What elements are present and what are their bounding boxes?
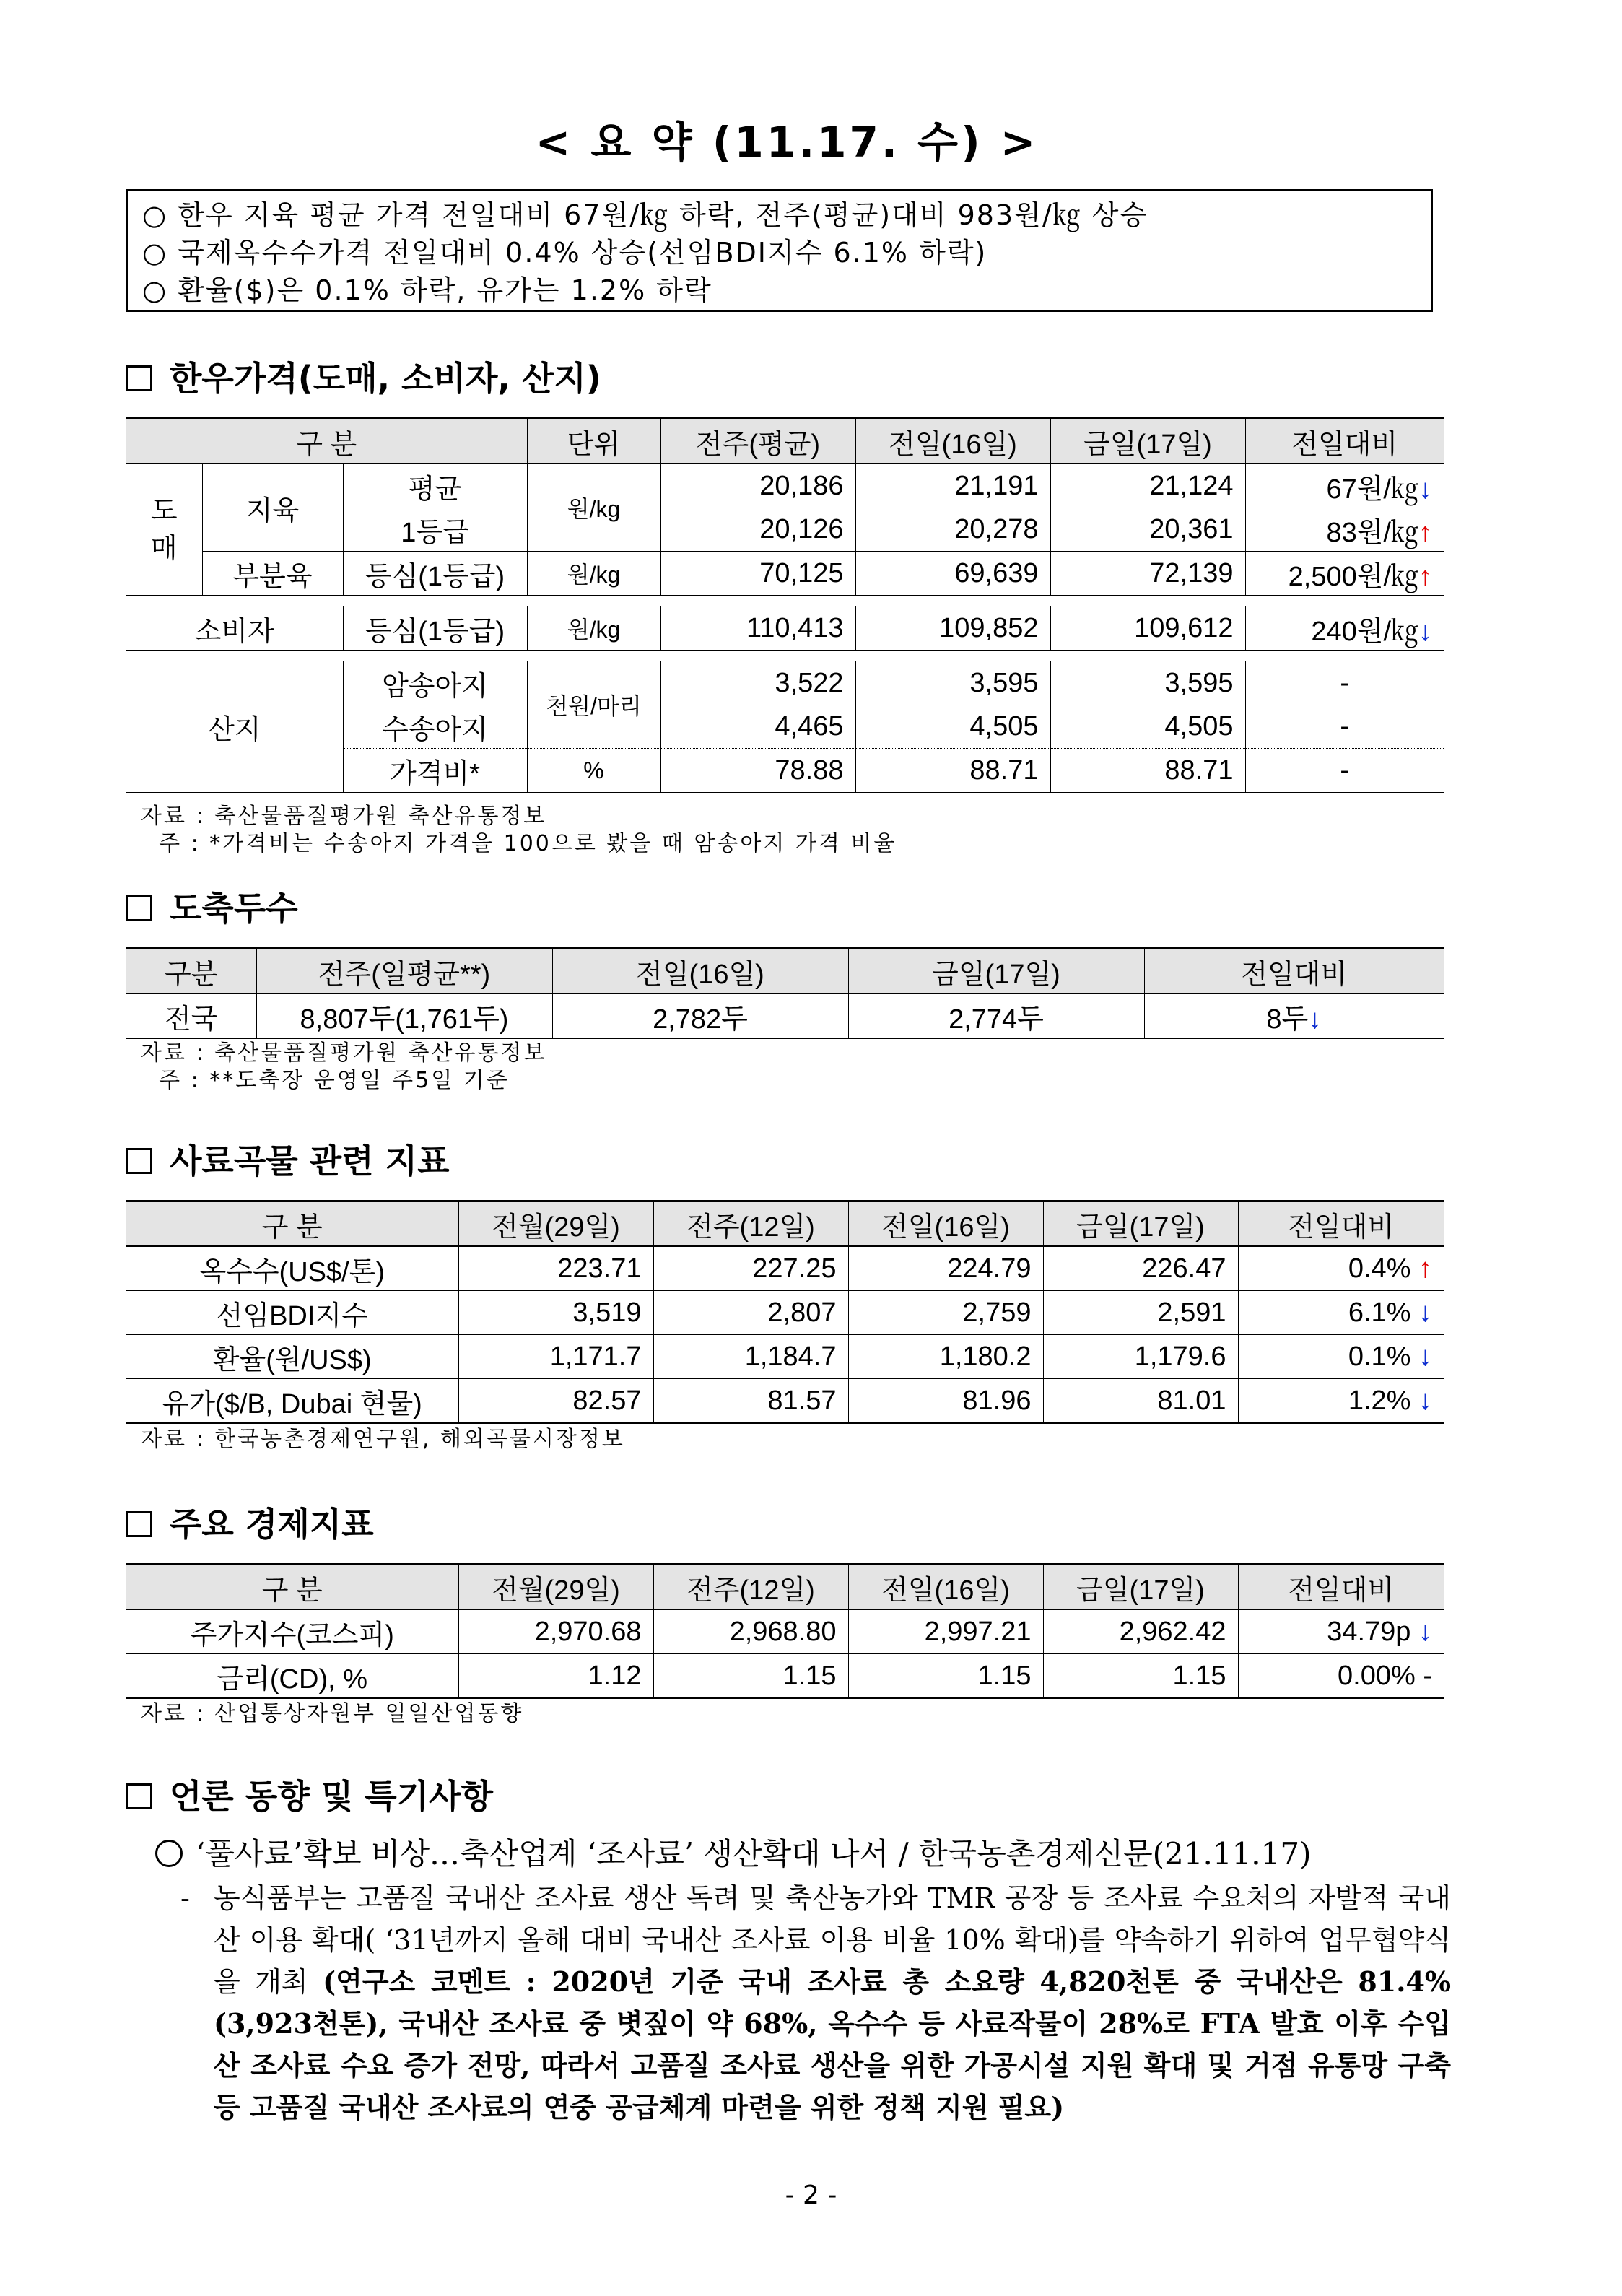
col-header: 전일(16일) bbox=[855, 419, 1050, 464]
value-cell: 69,639 bbox=[855, 552, 1050, 596]
section-heading-econ: 주요 경제지표 bbox=[126, 1498, 374, 1546]
value-cell: 8,807두(1,761두) bbox=[256, 993, 552, 1038]
col-header: 금일(17일) bbox=[1050, 419, 1245, 464]
value-cell: 227.25 bbox=[653, 1246, 848, 1291]
value-cell: 72,139 bbox=[1050, 552, 1245, 596]
summary-box bbox=[126, 189, 1433, 312]
value-cell: 70,125 bbox=[660, 552, 855, 596]
value-cell: 224.79 bbox=[848, 1246, 1043, 1291]
row-label: 금리(CD), % bbox=[126, 1654, 458, 1699]
value-cell: 3,595 bbox=[1050, 661, 1245, 705]
checkbox-icon bbox=[126, 1511, 152, 1537]
unit-cell: 원/kg bbox=[527, 552, 660, 596]
value-cell: 1,184.7 bbox=[653, 1335, 848, 1379]
checkbox-icon bbox=[126, 1148, 152, 1174]
col-header: 전월(29일) bbox=[458, 1565, 653, 1610]
value-cell: 20,186 bbox=[660, 464, 855, 508]
summary-line: ○ 환율($)은 0.1% 하락, 유가는 1.2% 하락 bbox=[142, 274, 712, 306]
diff-cell: 1.2% ↓ bbox=[1238, 1379, 1444, 1424]
value-cell: 88.71 bbox=[1050, 749, 1245, 793]
dash-icon: - bbox=[1423, 1660, 1432, 1691]
row-label: 옥수수(US$/톤) bbox=[126, 1246, 458, 1291]
col-header: 전주(평균) bbox=[660, 419, 855, 464]
value-cell: 2,759 bbox=[848, 1291, 1043, 1335]
col-header: 전월(29일) bbox=[458, 1201, 653, 1247]
value-cell: 4,505 bbox=[855, 705, 1050, 749]
row-label: 1등급 bbox=[343, 508, 527, 552]
col-header: 금일(17일) bbox=[1043, 1565, 1238, 1610]
value-cell: 82.57 bbox=[458, 1379, 653, 1424]
value-cell: 2,962.42 bbox=[1043, 1609, 1238, 1654]
row-group-sanji: 산지 bbox=[126, 661, 343, 793]
diff-cell: - bbox=[1245, 705, 1444, 749]
value-cell: 3,519 bbox=[458, 1291, 653, 1335]
value-cell: 78.88 bbox=[660, 749, 855, 793]
diff-cell: 83원/㎏↑ bbox=[1245, 508, 1444, 552]
row-label-jiyuk: 지육 bbox=[202, 464, 343, 552]
value-cell: 20,361 bbox=[1050, 508, 1245, 552]
dash-bullet: - bbox=[180, 1882, 190, 1914]
section-heading-feed: 사료곡물 관련 지표 bbox=[126, 1135, 450, 1183]
col-header: 전일(16일) bbox=[848, 1201, 1043, 1247]
circle-bullet-icon bbox=[155, 1840, 183, 1867]
row-label: 암송아지 bbox=[343, 661, 527, 705]
arrow-up-icon: ↑ bbox=[1418, 1253, 1432, 1284]
page-title: < 요 약 (11.17. 수) > bbox=[535, 118, 1039, 167]
row-label: 유가($/B, Dubai 현물) bbox=[126, 1379, 458, 1424]
unit-cell: % bbox=[527, 749, 660, 793]
value-cell: 2,591 bbox=[1043, 1291, 1238, 1335]
diff-cell: 0.00% - bbox=[1238, 1654, 1444, 1699]
row-label: 선임BDI지수 bbox=[126, 1291, 458, 1335]
slaughter-table bbox=[126, 947, 1444, 1039]
news-body bbox=[180, 1877, 1451, 2128]
value-cell: 3,522 bbox=[660, 661, 855, 705]
col-header: 전일대비 bbox=[1238, 1565, 1444, 1610]
arrow-down-icon: ↓ bbox=[1418, 616, 1432, 647]
summary-line: ○ 한우 지육 평균 가격 전일대비 67원/㎏ 하락, 전주(평균)대비 983원/㎏ 상승 bbox=[142, 199, 1148, 231]
value-cell: 4,465 bbox=[660, 705, 855, 749]
value-cell: 1,180.2 bbox=[848, 1335, 1043, 1379]
hanwoo-price-table bbox=[126, 417, 1444, 793]
row-label: 부분육 bbox=[202, 552, 343, 596]
value-cell: 110,413 bbox=[660, 606, 855, 651]
col-header: 구 분 bbox=[126, 1201, 458, 1247]
diff-cell: 0.4% ↑ bbox=[1238, 1246, 1444, 1291]
col-header: 금일(17일) bbox=[848, 949, 1144, 994]
arrow-down-icon: ↓ bbox=[1418, 474, 1432, 505]
value-cell: 4,505 bbox=[1050, 705, 1245, 749]
col-header: 전일대비 bbox=[1245, 419, 1444, 464]
diff-cell: - bbox=[1245, 749, 1444, 793]
checkbox-icon bbox=[126, 365, 152, 391]
value-cell: 21,124 bbox=[1050, 464, 1245, 508]
arrow-up-icon: ↑ bbox=[1418, 517, 1432, 548]
col-header: 구분 bbox=[126, 949, 256, 994]
unit-cell: 원/kg bbox=[527, 464, 660, 552]
value-cell: 2,968.80 bbox=[653, 1609, 848, 1654]
diff-cell: 2,500원/㎏↑ bbox=[1245, 552, 1444, 596]
value-cell: 1.12 bbox=[458, 1654, 653, 1699]
diff-cell: - bbox=[1245, 661, 1444, 705]
diff-cell: 8두↓ bbox=[1144, 993, 1444, 1038]
value-cell: 109,612 bbox=[1050, 606, 1245, 651]
col-header: 단위 bbox=[527, 419, 660, 464]
section-heading-hanwoo: 한우가격(도매, 소비자, 산지) bbox=[126, 352, 601, 400]
source-note: 자료 : 산업통상자원부 일일산업동향 bbox=[141, 1701, 524, 1726]
news-headline: ‘풀사료’확보 비상…축산업계 ‘조사료’ 생산확대 나서 / 한국농촌경제신문(21.11.17) bbox=[155, 1830, 1311, 1874]
value-cell: 1,179.6 bbox=[1043, 1335, 1238, 1379]
col-header: 전일대비 bbox=[1238, 1201, 1444, 1247]
diff-cell: 67원/㎏↓ bbox=[1245, 464, 1444, 508]
col-header: 전주(12일) bbox=[653, 1201, 848, 1247]
section-heading-slaughter: 도축두수 bbox=[126, 882, 298, 930]
col-header: 금일(17일) bbox=[1043, 1201, 1238, 1247]
checkbox-icon bbox=[126, 895, 152, 921]
value-cell: 2,782두 bbox=[552, 993, 848, 1038]
row-label: 환율(원/US$) bbox=[126, 1335, 458, 1379]
row-label: 평균 bbox=[343, 464, 527, 508]
arrow-down-icon: ↓ bbox=[1418, 1297, 1432, 1328]
news-text: 농식품부는 고품질 국내산 조사료 생산 독려 및 축산농가와 TMR 공장 등 조사료 수요처의 자발적 국내산 이용 확대( ‘31년까지 올해 대비 국내산 조사료 이용 비율 10% 확대)를 약속하기 위하여 업무협약식을 개최 bbox=[214, 1882, 1451, 1998]
unit-cell: 천원/마리 bbox=[527, 661, 660, 749]
checkbox-icon bbox=[126, 1783, 152, 1809]
unit-cell: 원/kg bbox=[527, 606, 660, 651]
source-note: 자료 : 축산물품질평가원 축산유통정보 주 : **도축장 운영일 주5일 기준 bbox=[141, 1040, 547, 1093]
col-header: 전주(12일) bbox=[653, 1565, 848, 1610]
diff-cell: 34.79p ↓ bbox=[1238, 1609, 1444, 1654]
value-cell: 20,126 bbox=[660, 508, 855, 552]
value-cell: 226.47 bbox=[1043, 1246, 1238, 1291]
arrow-up-icon: ↑ bbox=[1418, 561, 1432, 592]
arrow-down-icon: ↓ bbox=[1418, 1341, 1432, 1372]
row-label: 가격비* bbox=[343, 749, 527, 793]
value-cell: 81.96 bbox=[848, 1379, 1043, 1424]
page-number: - 2 - bbox=[785, 2180, 837, 2210]
value-cell: 1.15 bbox=[1043, 1654, 1238, 1699]
row-label: 등심(1등급) bbox=[343, 606, 527, 651]
value-cell: 3,595 bbox=[855, 661, 1050, 705]
value-cell: 223.71 bbox=[458, 1246, 653, 1291]
col-header: 전주(일평균**) bbox=[256, 949, 552, 994]
col-header: 전일(16일) bbox=[848, 1565, 1043, 1610]
value-cell: 1.15 bbox=[848, 1654, 1043, 1699]
arrow-down-icon: ↓ bbox=[1308, 1004, 1322, 1035]
diff-cell: 0.1% ↓ bbox=[1238, 1335, 1444, 1379]
row-label: 주가지수(코스피) bbox=[126, 1609, 458, 1654]
feed-table bbox=[126, 1200, 1444, 1424]
value-cell: 2,807 bbox=[653, 1291, 848, 1335]
value-cell: 109,852 bbox=[855, 606, 1050, 651]
value-cell: 21,191 bbox=[855, 464, 1050, 508]
value-cell: 88.71 bbox=[855, 749, 1050, 793]
summary-line: ○ 국제옥수수가격 전일대비 0.4% 상승(선임BDI지수 6.1% 하락) bbox=[142, 237, 987, 269]
value-cell: 1.15 bbox=[653, 1654, 848, 1699]
row-label: 소비자 bbox=[126, 606, 343, 651]
econ-table bbox=[126, 1563, 1444, 1699]
source-note: 자료 : 축산물품질평가원 축산유통정보 주 : *가격비는 수송아지 가격을 100으로 봤을 때 암송아지 가격 비율 bbox=[141, 804, 897, 856]
col-header: 구 분 bbox=[126, 419, 527, 464]
row-group-wholesale: 도 매 bbox=[126, 464, 202, 596]
value-cell: 81.01 bbox=[1043, 1379, 1238, 1424]
arrow-down-icon: ↓ bbox=[1418, 1385, 1432, 1416]
col-header: 구 분 bbox=[126, 1565, 458, 1610]
col-header: 전일대비 bbox=[1144, 949, 1444, 994]
value-cell: 20,278 bbox=[855, 508, 1050, 552]
value-cell: 81.57 bbox=[653, 1379, 848, 1424]
value-cell: 2,970.68 bbox=[458, 1609, 653, 1654]
value-cell: 2,774두 bbox=[848, 993, 1144, 1038]
section-heading-news: 언론 동향 및 특기사항 bbox=[126, 1770, 493, 1818]
col-header: 전일(16일) bbox=[552, 949, 848, 994]
source-note: 자료 : 한국농촌경제연구원, 해외곡물시장정보 bbox=[141, 1427, 625, 1452]
value-cell: 1,171.7 bbox=[458, 1335, 653, 1379]
row-label: 전국 bbox=[126, 993, 256, 1038]
diff-cell: 240원/㎏↓ bbox=[1245, 606, 1444, 651]
research-comment: (연구소 코멘트 : 2020년 기준 국내 조사료 총 소요량 4,820천톤 중 국내산은 81.4%(3,923천톤), 국내산 조사료 중 볏짚이 약 68%, 옥수수 등 사료작물이 28%로 FTA 발효 이후 수입산 조사료 수요 증가 전망, 따라서 고품질 조사료 생산을 위한 가공시설 지원 확대 및 거점 유통망 구축 등 고품질 국내산 조사료의 연중 공급체계 마련을 위한 정책 지원 필요) bbox=[214, 1965, 1451, 2123]
diff-cell: 6.1% ↓ bbox=[1238, 1291, 1444, 1335]
row-label: 수송아지 bbox=[343, 705, 527, 749]
arrow-down-icon: ↓ bbox=[1418, 1616, 1432, 1647]
row-label: 등심(1등급) bbox=[343, 552, 527, 596]
value-cell: 2,997.21 bbox=[848, 1609, 1043, 1654]
